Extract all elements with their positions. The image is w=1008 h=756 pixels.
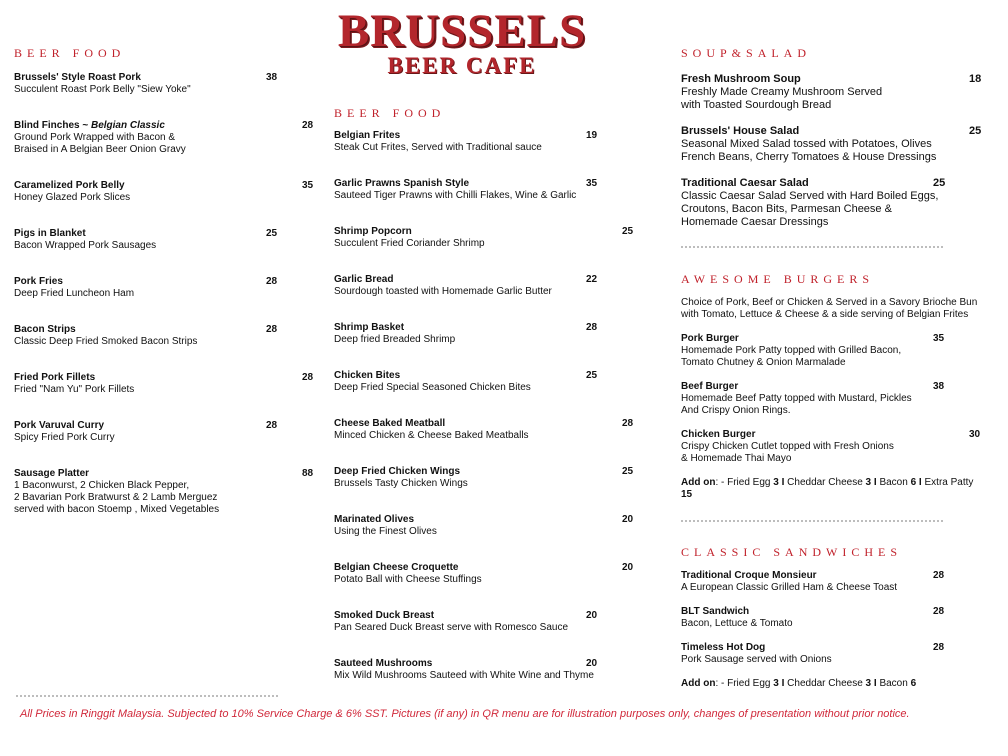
logo-beer-cafe: BEER CAFE bbox=[387, 53, 537, 78]
menu-item-caesar-salad: Traditional Caesar Salad Classic Caesar Salad Served with Hard Boiled Eggs, Croutons, Bacon Bits, Parmesan Cheese & Homemade Caesar Dressings bbox=[681, 177, 939, 228]
price-pork-fries: 28 bbox=[266, 276, 278, 287]
menu-item-garlic-bread: Garlic Bread Sourdough toasted with Homemade Garlic Butter bbox=[334, 274, 552, 297]
price-cheese-baked-meatball: 28 bbox=[622, 418, 634, 429]
menu-item-blind-finches: Blind Finches ~ Belgian Classic Ground Pork Wrapped with Bacon & Braised in A Belgian Beer Onion Gravy bbox=[14, 120, 186, 155]
menu-item-bacon-strips: Bacon Strips Classic Deep Fried Smoked Bacon Strips bbox=[14, 324, 198, 347]
menu-item-belgian-cheese-croquette: Belgian Cheese Croquette Potato Ball with Cheese Stuffings bbox=[334, 562, 482, 585]
menu-item-mushroom-soup: Fresh Mushroom Soup Freshly Made Creamy Mushroom Served with Toasted Sourdough Bread bbox=[681, 73, 883, 111]
price-caesar-salad: 25 bbox=[933, 177, 946, 189]
col1-section-title: BEER FOOD bbox=[14, 46, 126, 60]
price-hot-dog: 28 bbox=[933, 642, 945, 653]
menu-item-cheese-baked-meatball: Cheese Baked Meatball Minced Chicken & Cheese Baked Meatballs bbox=[334, 418, 529, 441]
price-beef-burger: 38 bbox=[933, 381, 945, 392]
menu-item-caramelized-pork: Caramelized Pork Belly Honey Glazed Pork Slices bbox=[14, 180, 131, 203]
price-pork-varuval-curry: 28 bbox=[266, 420, 278, 431]
menu-item-pork-burger: Pork Burger Homemade Pork Patty topped with Grilled Bacon, Tomato Chutney & Onion Marmalade bbox=[681, 333, 902, 368]
menu-item-sauteed-mushrooms: Sauteed Mushrooms Mix Wild Mushrooms Sauteed with White Wine and Thyme bbox=[334, 658, 594, 681]
price-caramelized-pork: 35 bbox=[302, 180, 314, 191]
menu-item-belgian-frites: Belgian Frites Steak Cut Frites, Served with Traditional sauce bbox=[334, 130, 542, 153]
price-roast-pork: 38 bbox=[266, 72, 278, 83]
menu-item-house-salad: Brussels' House Salad Seasonal Mixed Salad tossed with Potatoes, Olives French Beans, Cherry Tomatoes & House Dressings bbox=[681, 125, 937, 163]
footer-disclaimer: All Prices in Ringgit Malaysia. Subjected to 10% Service Charge & 6% SST. Pictures (if any) in QR menu are for illustration purposes only, changes of presentation without prior notice. bbox=[20, 708, 910, 720]
price-blind-finches: 28 bbox=[302, 120, 314, 131]
menu-item-shrimp-basket: Shrimp Basket Deep fried Breaded Shrimp bbox=[334, 322, 456, 345]
divider bbox=[681, 520, 943, 522]
divider bbox=[681, 246, 943, 248]
menu-item-croque-monsieur: Traditional Croque Monsieur A European Classic Grilled Ham & Cheese Toast bbox=[681, 570, 898, 593]
menu-item-pigs-in-blanket: Pigs in Blanket Bacon Wrapped Pork Sausages bbox=[14, 228, 157, 251]
menu-item-roast-pork: Brussels' Style Roast Pork Succulent Roast Pork Belly "Siew Yoke" bbox=[14, 72, 191, 95]
price-croque-monsieur: 28 bbox=[933, 570, 945, 581]
soup-salad-title: SOUP&SALAD bbox=[681, 46, 812, 60]
menu-item-smoked-duck-breast: Smoked Duck Breast Pan Seared Duck Breast serve with Romesco Sauce bbox=[334, 610, 568, 633]
price-sausage-platter: 88 bbox=[302, 468, 314, 479]
price-garlic-bread: 22 bbox=[586, 274, 598, 285]
burgers-addon: Add on: - Fried Egg 3 I Cheddar Cheese 3 I Bacon 6 I Extra Patty 15 bbox=[681, 477, 974, 500]
price-chicken-bites: 25 bbox=[586, 370, 598, 381]
menu-item-blt-sandwich: BLT Sandwich Bacon, Lettuce & Tomato bbox=[681, 606, 793, 629]
price-chicken-wings: 25 bbox=[622, 466, 634, 477]
price-belgian-frites: 19 bbox=[586, 130, 598, 141]
price-chicken-burger: 30 bbox=[969, 429, 981, 440]
sandwiches-addon: Add on: - Fried Egg 3 I Cheddar Cheese 3 I Bacon 6 bbox=[681, 678, 917, 689]
burgers-title: AWESOME BURGERS bbox=[681, 272, 875, 286]
menu-item-shrimp-popcorn: Shrimp Popcorn Succulent Fried Coriander Shrimp bbox=[334, 226, 485, 249]
menu-item-chicken-wings: Deep Fried Chicken Wings Brussels Tasty Chicken Wings bbox=[334, 466, 468, 489]
price-mushroom-soup: 18 bbox=[969, 73, 982, 85]
col2-section-title: BEER FOOD bbox=[334, 106, 446, 120]
price-blt-sandwich: 28 bbox=[933, 606, 945, 617]
menu-item-chicken-burger: Chicken Burger Crispy Chicken Cutlet topped with Fresh Onions & Homemade Thai Mayo bbox=[681, 429, 894, 464]
menu-item-marinated-olives: Marinated Olives Using the Finest Olives bbox=[334, 514, 437, 537]
logo-brussels: BRUSSELS bbox=[337, 5, 587, 57]
price-shrimp-basket: 28 bbox=[586, 322, 598, 333]
price-belgian-cheese-croquette: 20 bbox=[622, 562, 634, 573]
menu-item-pork-varuval-curry: Pork Varuval Curry Spicy Fried Pork Curry bbox=[14, 420, 115, 443]
price-pork-burger: 35 bbox=[933, 333, 945, 344]
price-marinated-olives: 20 bbox=[622, 514, 634, 525]
menu-item-chicken-bites: Chicken Bites Deep Fried Special Seasoned Chicken Bites bbox=[334, 370, 531, 393]
price-house-salad: 25 bbox=[969, 125, 982, 137]
burgers-intro: Choice of Pork, Beef or Chicken & Served in a Savory Brioche Bun with Tomato, Lettuce & Cheese & a side serving of Belgian Frites bbox=[681, 297, 978, 320]
price-pigs-in-blanket: 25 bbox=[266, 228, 278, 239]
divider bbox=[16, 695, 278, 697]
price-garlic-prawns: 35 bbox=[586, 178, 598, 189]
menu-item-garlic-prawns: Garlic Prawns Spanish Style Sauteed Tiger Prawns with Chilli Flakes, Wine & Garlic bbox=[334, 178, 577, 201]
menu-item-pork-fries: Pork Fries Deep Fried Luncheon Ham bbox=[14, 276, 135, 299]
sandwiches-title: CLASSIC SANDWICHES bbox=[681, 545, 903, 559]
price-smoked-duck-breast: 20 bbox=[586, 610, 598, 621]
price-bacon-strips: 28 bbox=[266, 324, 278, 335]
price-shrimp-popcorn: 25 bbox=[622, 226, 634, 237]
price-fried-pork-fillets: 28 bbox=[302, 372, 314, 383]
menu-item-fried-pork-fillets: Fried Pork Fillets Fried "Nam Yu" Pork Fillets bbox=[14, 372, 135, 395]
menu-item-beef-burger: Beef Burger Homemade Beef Patty topped with Mustard, Pickles And Crispy Onion Rings. bbox=[681, 381, 912, 416]
price-sauteed-mushrooms: 20 bbox=[586, 658, 598, 669]
menu-item-hot-dog: Timeless Hot Dog Pork Sausage served with Onions bbox=[681, 642, 832, 665]
menu-item-sausage-platter: Sausage Platter 1 Baconwurst, 2 Chicken Black Pepper, 2 Bavarian Pork Bratwurst & 2 Lamb Merguez served with bacon Stoemp , Mixed Vegetables bbox=[14, 468, 220, 515]
